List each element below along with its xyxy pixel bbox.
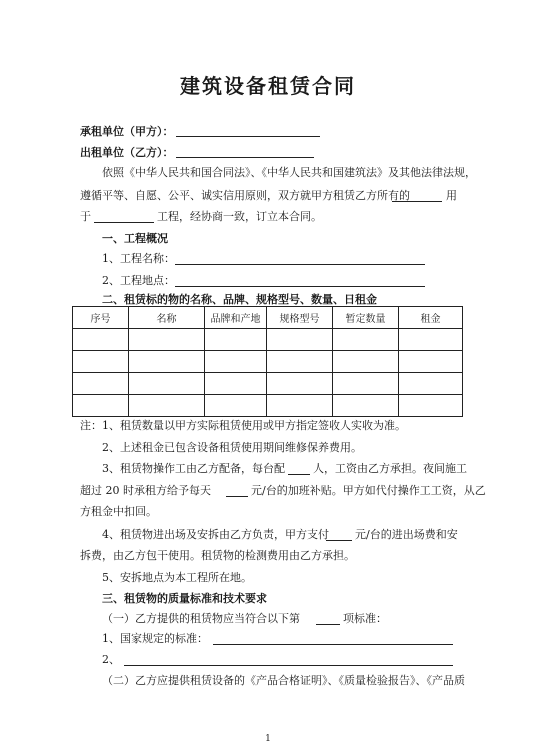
standard-2-blank[interactable] — [124, 665, 453, 666]
note-3-line-2-end: 元/台的加班补贴。甲方如代付操作工工资，从乙 — [251, 484, 486, 497]
note-3-line-2: 超过 20 时承租方给予每天 — [80, 484, 211, 497]
party-a-label: 承租单位（甲方）： — [80, 125, 174, 138]
table-cell[interactable] — [333, 351, 399, 373]
standard-1-blank[interactable] — [213, 644, 453, 645]
table-row — [73, 395, 463, 417]
table-cell[interactable] — [129, 373, 205, 395]
note-1: 注：1、租赁数量以甲方实际租赁使用或甲方指定签收人实收为准。 — [80, 419, 406, 432]
table-row — [73, 351, 463, 373]
table-cell[interactable] — [205, 373, 267, 395]
intro-line-3: 工程，经协商一致，订立本合同。 — [157, 210, 322, 223]
table-cell[interactable] — [129, 329, 205, 351]
table-cell[interactable] — [399, 395, 463, 417]
table-cell[interactable] — [333, 329, 399, 351]
col-header-rent: 租金 — [399, 307, 463, 329]
project-location-blank[interactable] — [175, 286, 425, 287]
standard-item-blank[interactable] — [316, 624, 340, 625]
note-4-line-1: 4、租赁物进出场及安拆由乙方负责，甲方支付 — [102, 528, 329, 541]
table-cell[interactable] — [205, 329, 267, 351]
party-b-blank[interactable] — [176, 157, 314, 158]
section-3-heading: 三、租赁物的质量标准和技术要求 — [102, 592, 267, 605]
standard-2-label: 2、 — [102, 653, 120, 666]
note-3-line-1-end: 人，工资由乙方承担。夜间施工 — [313, 462, 467, 475]
section-1-heading: 一、工程概况 — [102, 232, 168, 245]
intro-line-1: 依照《中华人民共和国合同法》、《中华人民共和国建筑法》及其他法律法规， — [102, 166, 476, 179]
table-cell[interactable] — [399, 329, 463, 351]
project-blank[interactable] — [94, 222, 154, 223]
col-header-index: 序号 — [73, 307, 129, 329]
table-cell[interactable] — [73, 329, 129, 351]
intro-line-3-start: 于 — [80, 210, 91, 223]
note-2: 2、上述租金已包含设备租赁使用期间维修保养费用。 — [102, 441, 362, 454]
table-cell[interactable] — [73, 373, 129, 395]
standard-clause: （一）乙方提供的租赁物应当符合以下第 — [102, 612, 300, 625]
table-cell[interactable] — [73, 351, 129, 373]
table-cell[interactable] — [129, 395, 205, 417]
section-2-heading: 二、租赁标的物的名称、品牌、规格型号、数量、日租金 — [102, 293, 377, 306]
intro-line-2-end: 用 — [446, 189, 457, 202]
col-header-brand: 品牌和产地 — [205, 307, 267, 329]
contract-title: 建筑设备租赁合同 — [180, 74, 356, 98]
entry-exit-fee-blank[interactable] — [326, 540, 352, 541]
intro-line-2: 遵循平等、自愿、公平、诚实信用原则，双方就甲方租赁乙方所有的 — [80, 189, 410, 202]
table-cell[interactable] — [267, 329, 333, 351]
project-name-label: 1、工程名称： — [102, 252, 175, 265]
note-3-line-1: 3、租赁物操作工由乙方配备，每台配 — [102, 462, 285, 475]
note-5: 5、安拆地点为本工程所在地。 — [102, 571, 252, 584]
equipment-blank[interactable] — [392, 201, 442, 202]
table-cell[interactable] — [73, 395, 129, 417]
table-header-row — [73, 307, 463, 329]
overtime-subsidy-blank[interactable] — [226, 496, 248, 497]
table-row — [73, 329, 463, 351]
note-3-line-3: 方租金中扣回。 — [80, 505, 157, 518]
table-cell[interactable] — [267, 351, 333, 373]
table-row — [73, 373, 463, 395]
standard-1-label: 1、国家规定的标准： — [102, 632, 208, 645]
table-cell[interactable] — [205, 395, 267, 417]
rental-items-table — [72, 306, 463, 417]
col-header-model: 规格型号 — [267, 307, 333, 329]
page-number: 1 — [265, 734, 271, 744]
standard-clause-end: 项标准： — [343, 612, 387, 625]
certificate-clause: （二）乙方应提供租赁设备的《产品合格证明》、《质量检验报告》、《产品质 — [102, 674, 465, 687]
project-location-label: 2、工程地点： — [102, 274, 175, 287]
table-cell[interactable] — [399, 373, 463, 395]
col-header-quantity: 暂定数量 — [333, 307, 399, 329]
note-4-line-2: 拆费，由乙方包干使用。租赁物的检测费用由乙方承担。 — [80, 549, 355, 562]
operator-count-blank[interactable] — [288, 474, 310, 475]
table-cell[interactable] — [129, 351, 205, 373]
table-cell[interactable] — [399, 351, 463, 373]
note-4-line-1-end: 元/台的进出场费和安 — [355, 528, 458, 541]
table-cell[interactable] — [333, 395, 399, 417]
party-b-label: 出租单位（乙方）： — [80, 146, 174, 159]
project-name-blank[interactable] — [175, 264, 425, 265]
table-cell[interactable] — [267, 395, 333, 417]
col-header-name: 名称 — [129, 307, 205, 329]
table-cell[interactable] — [333, 373, 399, 395]
table-cell[interactable] — [205, 351, 267, 373]
party-a-blank[interactable] — [176, 136, 320, 137]
table-cell[interactable] — [267, 373, 333, 395]
